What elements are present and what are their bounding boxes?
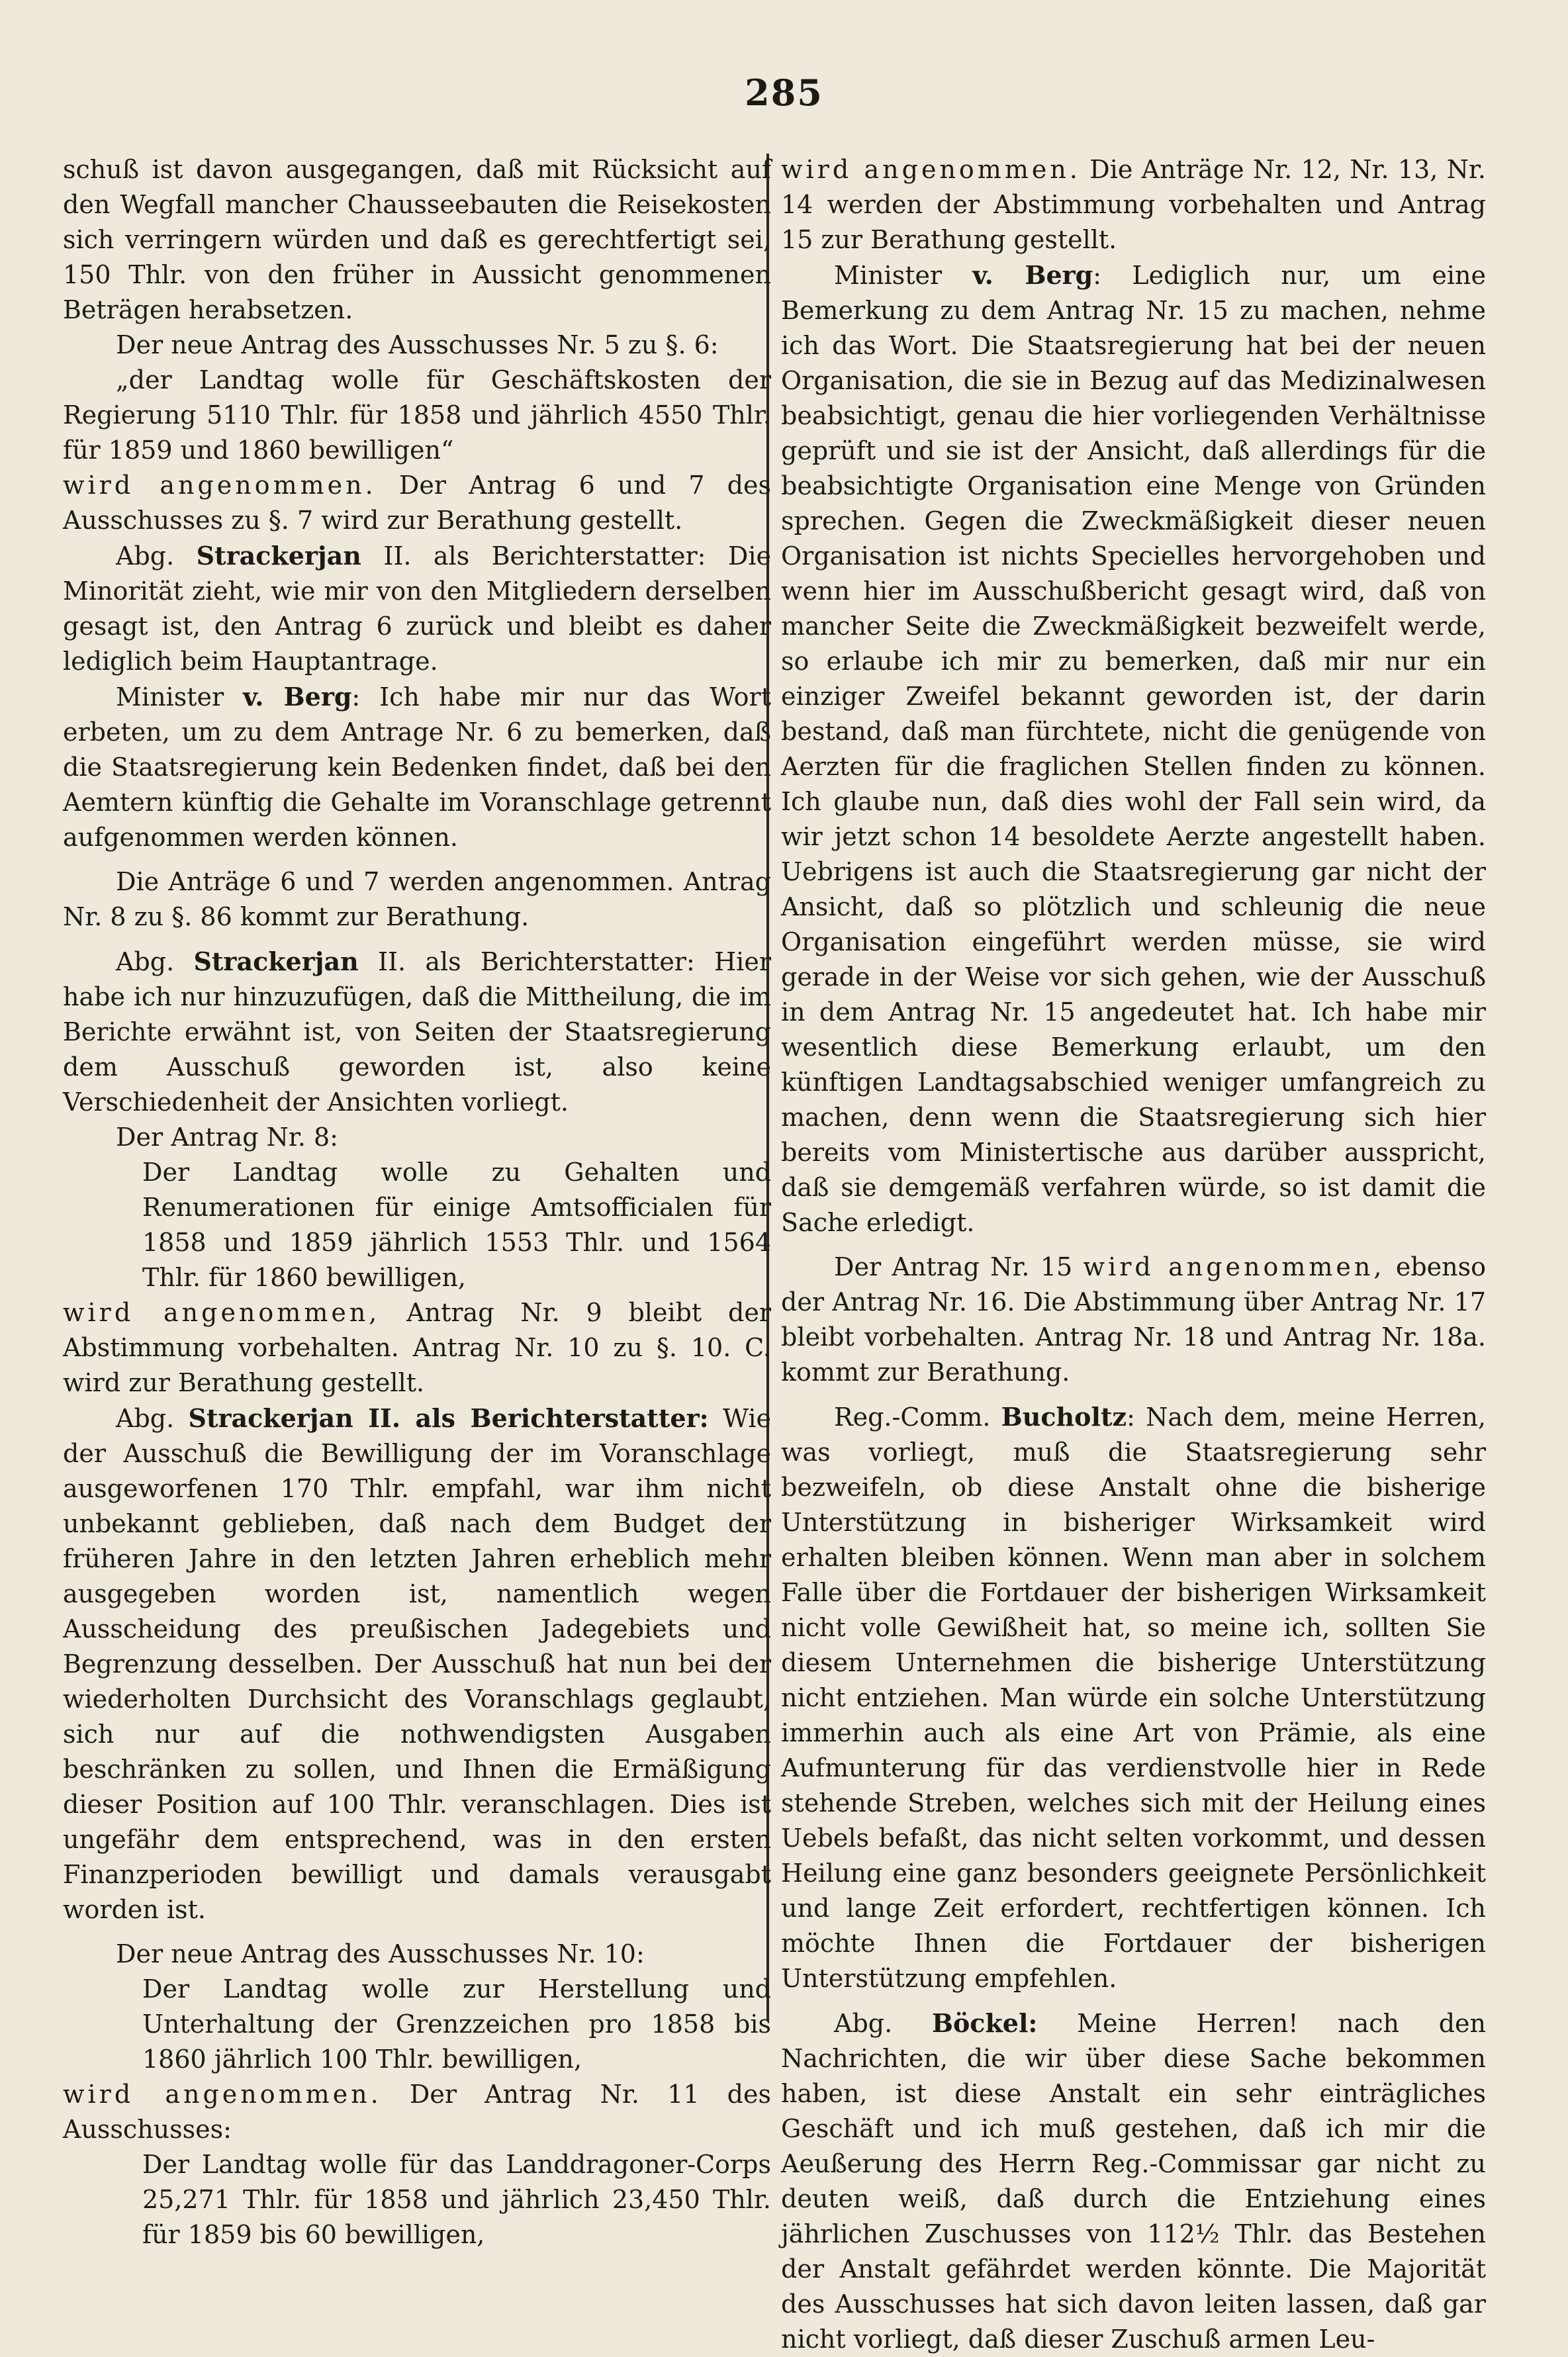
emphasis-text: wird angenommen, (1083, 1252, 1385, 1281)
paragraph-text: : Ich habe mir nur das Wort erbeten, um zu dem Antrage Nr. 6 zu bemerken, daß die Staatsregierung kein Bedenken findet, daß bei den Aemtern künftig die Gehalte im Voranschlage getrennt aufgenommen werden können. (63, 682, 771, 852)
paragraph-text: II. als Berichterstatter: Die Minorität zieht, wie mir von den Mitgliedern derselben gesagt ist, den Antrag 6 zurück und bleibt es daher lediglich beim Hauptantrage. (63, 541, 771, 676)
speaker-title: Abg. (116, 947, 194, 976)
speaker-paragraph (781, 2006, 1486, 2357)
speaker-title: Abg. (116, 1404, 189, 1433)
paragraph-text: Meine Herren! nach den Nachrichten, die wir über diese Sache bekommen haben, ist diese Anstalt ein sehr einträgliches Geschäft und ich muß gestehen, daß ich mir die Aeußerung des Herrn Reg.-Commissar gar nicht zu deuten weiß, daß durch die Entziehung eines jährlichen Zuschusses von 112½ Thlr. das Bestehen der Anstalt gefährdet werden könnte. Die Majorität des Ausschusses hat sich davon leiten lassen, daß gar nicht vorliegt, daß dieser Zuschuß armen Leu- (781, 2009, 1486, 2354)
paragraph: schuß ist davon ausgegangen, daß mit Rücksicht auf den Wegfall mancher Chausseebauten die Reisekosten sich verringern würden und daß es gerechtfertigt sei, 150 Thlr. von den früher in Aussicht genommenen Beträgen herabsetzen. (63, 155, 771, 324)
speaker-name: Strackerjan (196, 541, 361, 571)
quoted-motion: Der Landtag wolle für das Landdragoner-Corps 25,271 Thlr. für 1858 und jährlich 23,450 Thlr. für 1859 bis 60 bewilligen, (142, 2150, 771, 2249)
paragraph (63, 468, 771, 538)
speaker-title: Abg. (116, 541, 197, 571)
paragraph: Der neue Antrag des Ausschusses Nr. 10: (116, 1939, 645, 1968)
paragraph-text: Die Anträge Nr. 12, Nr. 13, Nr. 14 werden der Abstimmung vorbehalten und Antrag 15 zur Berathung gestellt. (781, 155, 1486, 254)
emphasis-text: wird angenommen. (63, 471, 377, 500)
paragraph-text: Antrag Nr. 9 bleibt der Abstimmung vorbehalten. Antrag Nr. 10 zu §. 10. C. wird zur Berathung gestellt. (63, 1298, 771, 1397)
speaker-paragraph (781, 1399, 1486, 1996)
emphasis-text: wird angenommen. (781, 155, 1081, 184)
paragraph-text: Der Antrag Nr. 15 (834, 1252, 1084, 1281)
speaker-name: Strackerjan II. als Berichterstatter: (188, 1403, 709, 1433)
speaker-title: Reg.-Comm. (834, 1403, 1001, 1432)
speaker-name: Böckel: (931, 2008, 1038, 2038)
speaker-paragraph (63, 944, 771, 1120)
paragraph (781, 1250, 1486, 1390)
paragraph: Der Antrag Nr. 8: (116, 1123, 338, 1152)
paragraph-text: Der Antrag Nr. 11 des Ausschusses: (63, 2080, 771, 2144)
speaker-title: Abg. (834, 2009, 932, 2038)
quoted-motion: Der Landtag wolle zur Herstellung und Unterhaltung der Grenzzeichen pro 1858 bis 1860 jährlich 100 Thlr. bewilligen, (142, 1974, 771, 2074)
paragraph-text: ebenso der Antrag Nr. 16. Die Abstimmung über Antrag Nr. 17 bleibt vorbehalten. Antrag Nr. 18 und Antrag Nr. 18a. kommt zur Berathung. (781, 1252, 1486, 1387)
right-column (781, 152, 1487, 2354)
paragraph-text: Der Antrag 6 und 7 des Ausschusses zu §. 7 wird zur Berathung gestellt. (63, 471, 771, 535)
speaker-paragraph (781, 257, 1486, 1240)
paragraph: Die Anträge 6 und 7 werden angenommen. Antrag Nr. 8 zu §. 86 kommt zur Berathung. (63, 867, 771, 931)
paragraph (63, 1295, 771, 1401)
page-number: 285 (745, 71, 823, 114)
speaker-paragraph (63, 538, 771, 679)
quoted-motion: „der Landtag wolle für Geschäftskosten der Regierung 5110 Thlr. für 1858 und jährlich 4550 Thlr. für 1859 und 1860 bewilligen“ (63, 365, 771, 465)
speaker-name: Strackerjan (193, 947, 359, 976)
emphasis-text: wird angenommen, (63, 1298, 381, 1327)
paragraph-text: : Nach dem, meine Herren, was vorliegt, muß die Staatsregierung sehr bezweifeln, ob diese Anstalt ohne die bisherige Unterstützung in bisheriger Wirksamkeit wird erhalten bleiben können. Wenn man aber in solchem Falle über die Fortdauer der bisherigen Wirksamkeit nicht volle Gewißheit hat, so meine ich, sollten Sie diesem Unternehmen die bisherige Unterstützung nicht entziehen. Man würde ein solche Unterstützung immerhin auch als eine Art von Prämie, als eine Aufmunterung für das verdienstvolle hier in Rede stehende Streben, welches sich mit der Heilung eines Uebels befaßt, das nicht selten vorkommt, und dessen Heilung eine ganz besonders geeignete Persönlichkeit und lange Zeit erfordert, rechtfertigen können. Ich möchte Ihnen die Fortdauer der bisherigen Unterstützung empfehlen. (781, 1403, 1487, 1993)
speaker-name: Bucholtz (1001, 1402, 1127, 1432)
left-column (63, 152, 771, 2249)
emphasis-text: wird angenommen. (63, 2080, 382, 2109)
paragraph-text: II. als Berichterstatter: Hier habe ich nur hinzuzufügen, daß die Mittheilung, die im Berichte erwähnt ist, von Seiten der Staatsregierung dem Ausschuß geworden ist, also keine Verschiedenheit der Ansichten vorliegt. (63, 947, 771, 1117)
speaker-name: v. Berg (243, 682, 352, 712)
paragraph (63, 2077, 771, 2147)
paragraph-text: Wie der Ausschuß die Bewilligung der im Voranschlage ausgeworfenen 170 Thlr. empfahl, war ihm nicht unbekannt geblieben, daß nach dem Budget der früheren Jahre in den letzten Jahren erheblich mehr ausgegeben worden ist, namentlich wegen Ausscheidung des preußischen Jadegebiets und Begrenzung desselben. Der Ausschuß hat nun bei der wiederholten Durchsicht des Voranschlags geglaubt, sich nur auf die nothwendigsten Ausgaben beschränken zu sollen, und Ihnen die Ermäßigung dieser Position auf 100 Thlr. veranschlagen. Dies ist ungefähr dem entsprechend, was in den ersten Finanzperioden bewilligt und damals verausgabt worden ist. (63, 1404, 771, 1924)
paragraph: Der neue Antrag des Ausschusses Nr. 5 zu §. 6: (116, 330, 719, 359)
paragraph-text: : Lediglich nur, um eine Bemerkung zu dem Antrag Nr. 15 zu machen, nehme ich das Wort. Die Staatsregierung hat bei der neuen Organisation, die sie in Bezug auf das Medizinalwesen beabsichtigt, genau die hier vorliegenden Verhältnisse geprüft und sie ist der Ansicht, daß allerdings für die beabsichtigte Organisation eine Menge von Gründen sprechen. Gegen die Zweckmäßigkeit dieser neuen Organisation ist nichts Specielles hervorgehoben und wenn hier im Ausschußbericht gesagt wird, daß von mancher Seite die Zweckmäßigkeit bezweifelt werde, so erlaube ich mir zu bemerken, daß mir nur ein einziger Zweifel bekannt geworden ist, der darin bestand, daß man fürchtete, nicht die genügende von Aerzten für die fraglichen Stellen finden zu können. Ich glaube nun, daß dies wohl der Fall sein wird, da wir jetzt schon 14 besoldete Aerzte angestellt haben. Uebrigens ist auch die Staatsregierung gar nicht der Ansicht, daß so plötzlich und schleunig die neue Organisation eingeführt werden müsse, sie wird gerade in der Weise vor sich gehen, wie der Ausschuß in dem Antrag Nr. 15 angedeutet hat. Ich habe mir wesentlich diese Bemerkung erlaubt, um den künftigen Landtagsabschied weniger umfangreich zu machen, denn wenn die Staatsregierung sich hier bereits vom Ministertische aus darüber ausspricht, daß sie demgemäß verfahren würde, so ist damit die Sache erledigt. (781, 261, 1486, 1237)
speaker-paragraph (63, 1401, 771, 1927)
quoted-motion: Der Landtag wolle zu Gehalten und Renumerationen für einige Amtsofficialen für 1858 und 1859 jährlich 1553 Thlr. und 1564 Thlr. für 1860 bewilligen, (142, 1158, 771, 1292)
paragraph (781, 152, 1486, 257)
speaker-title: Minister (116, 682, 243, 712)
speaker-name: v. Berg (972, 260, 1093, 290)
speaker-title: Minister (834, 261, 973, 290)
speaker-paragraph (63, 679, 771, 855)
